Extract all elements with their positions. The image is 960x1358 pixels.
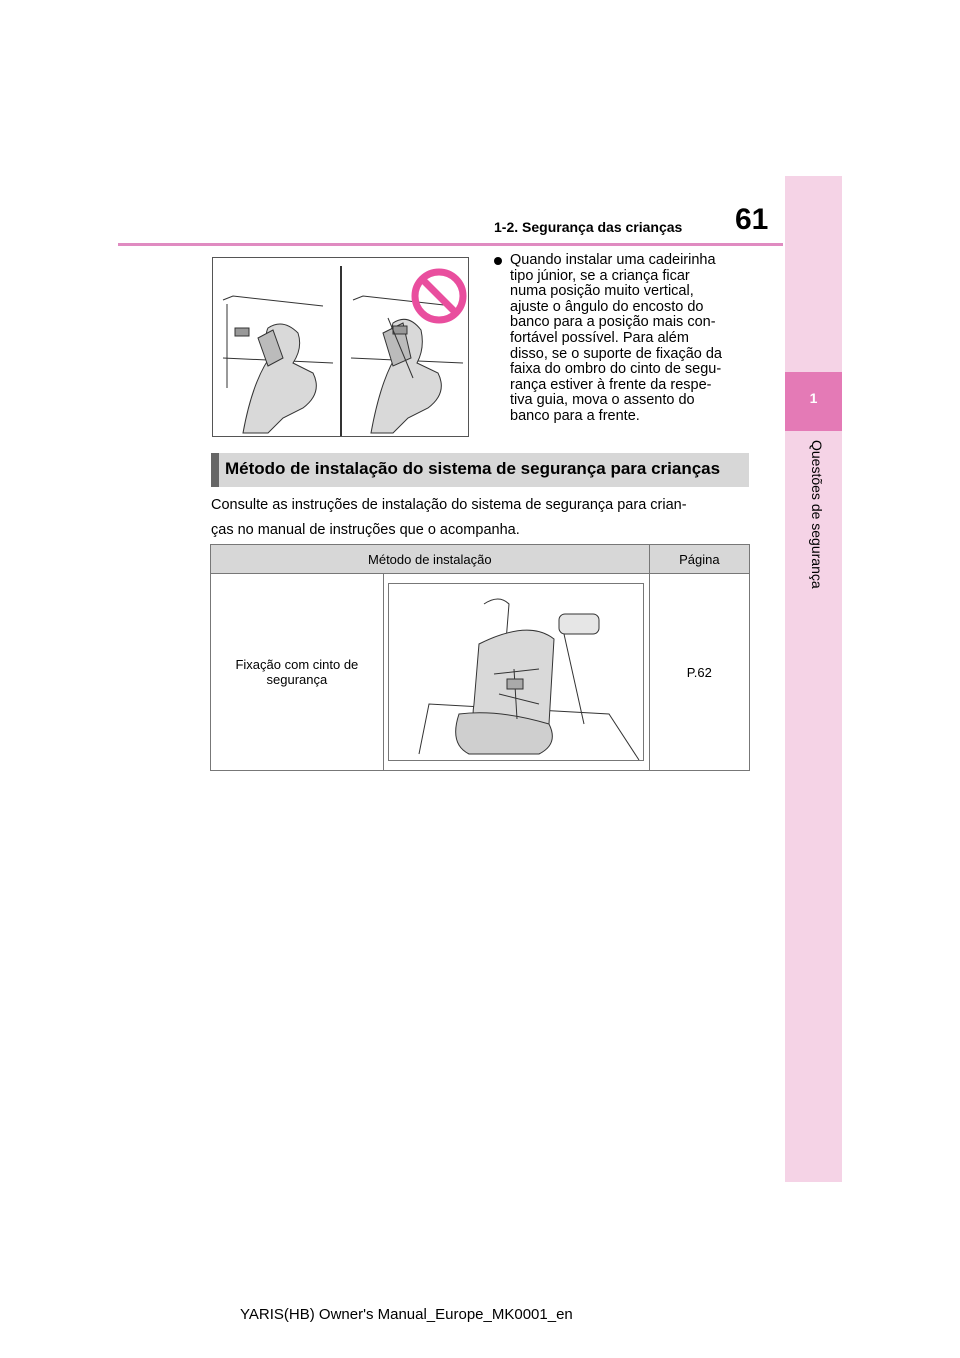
- bullet-line: fortável possível. Para além: [510, 329, 689, 346]
- chapter-side-tab: [785, 176, 842, 1182]
- table-header-row: [211, 545, 750, 574]
- method-line: segurança: [266, 672, 328, 687]
- section-heading: Método de instalação do sistema de segurança para crianças: [225, 459, 721, 478]
- bullet-line: rança estiver à frente da respe-: [510, 376, 712, 393]
- table-cell-method: [211, 574, 384, 771]
- section-heading-marker: [211, 453, 219, 487]
- footer-text: YARIS(HB) Owner's Manual_Europe_MK0001_en: [240, 1306, 573, 1323]
- page-number: 61: [735, 203, 769, 236]
- table-cell-illustration: [383, 574, 649, 771]
- table-row: [211, 574, 750, 771]
- installation-method-table: [210, 544, 750, 771]
- paragraph-line: Consulte as instruções de instalação do sistema de segurança para crian-: [211, 497, 687, 513]
- bullet-line: numa posição muito vertical,: [510, 283, 694, 300]
- child-seat-drawing: [389, 584, 643, 760]
- bullet-line: faixa do ombro do cinto de segu-: [510, 361, 722, 378]
- bullet-text: [510, 253, 775, 425]
- table-cell-page[interactable]: P.62: [649, 574, 749, 771]
- bullet-line: tipo júnior, se a criança ficar: [510, 267, 690, 284]
- prohibition-icon: [415, 272, 463, 320]
- bullet-dot: [494, 257, 502, 265]
- bullet-line: disso, se o suporte de fixação da: [510, 345, 722, 362]
- bullet-line: Quando instalar uma cadeirinha: [510, 252, 716, 268]
- bullet-line: ajuste o ângulo do encosto do: [510, 298, 704, 315]
- child-seat-illustration: [388, 583, 644, 761]
- junior-seat-illustration: [212, 257, 469, 437]
- bullet-line: banco para a frente.: [510, 407, 640, 424]
- table-header-method: Método de instalação: [211, 545, 650, 574]
- paragraph-line: ças no manual de instruções que o acompanha.: [211, 522, 520, 538]
- header-rule: [118, 243, 783, 246]
- method-line: Fixação com cinto de: [235, 657, 359, 672]
- bullet-line: banco para a posição mais con-: [510, 314, 716, 331]
- chapter-label: Questões de segurança: [809, 440, 825, 589]
- table-header-page: Página: [649, 545, 749, 574]
- chapter-number: 1: [809, 390, 818, 406]
- section-header: 1-2. Segurança das crianças: [494, 219, 683, 235]
- section-paragraph: [211, 493, 756, 543]
- junior-seat-drawing: [213, 258, 468, 436]
- bullet-line: tiva guia, mova o assento do: [510, 392, 695, 409]
